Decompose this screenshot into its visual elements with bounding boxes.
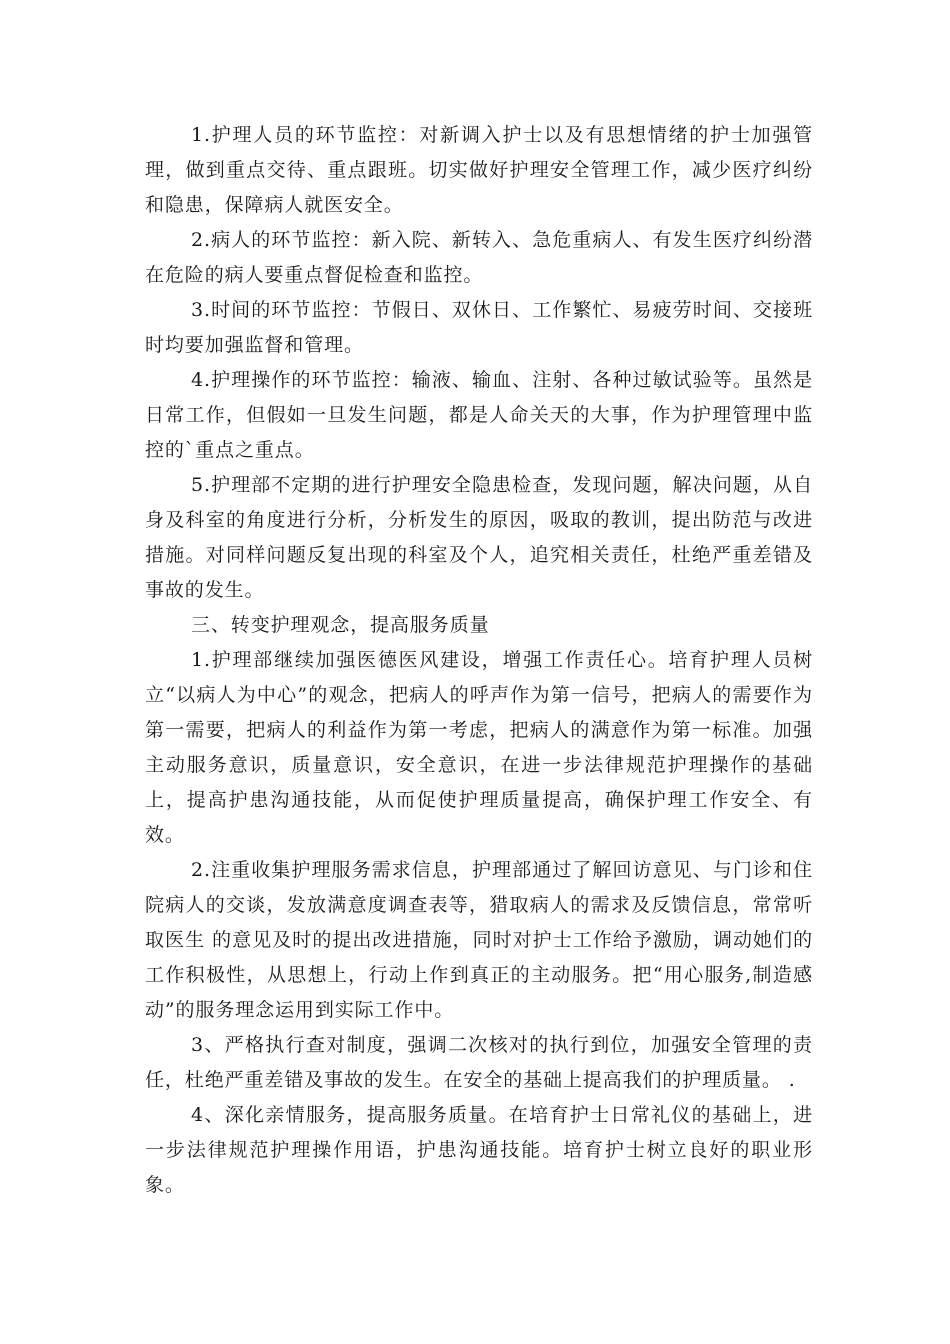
paragraph-verification-system: 3、严格执行查对制度，强调二次核对的执行到位，加强安全管理的责任，杜绝严重差错及事故的发生。在安全的基础上提高我们的护理质量。 .	[145, 1034, 813, 1091]
paragraph-nurse-staff-monitoring: 1.护理人员的环节监控：对新调入护士以及有思想情绪的护士加强管理，做到重点交待、重点跟班。切实做好护理安全管理工作，减少医疗纠纷和隐患，保障病人就医安全。	[145, 124, 813, 216]
paragraph-medical-ethics: 1.护理部继续加强医德医风建设，增强工作责任心。培育护理人员树立“以病人为中心”的观念，把病人的呼声作为第一信号，把病人的需要作为第一需要，把病人的利益作为第一考虑，把病人的满意作为第一标准。加强主动服务意识，质量意识，安全意识，在进一步法律规范护理操作的基础上，提高护患沟通技能，从而促使护理质量提高，确保护理工作安全、有效。	[145, 649, 813, 846]
paragraph-caring-service: 4、深化亲情服务，提高服务质量。在培育护士日常礼仪的基础上，进一步法律规范护理操作用语，护患沟通技能。培育护士树立良好的职业形象。	[145, 1104, 813, 1196]
paragraph-feedback-collection: 2.注重收集护理服务需求信息，护理部通过了解回访意见、与门诊和住院病人的交谈，发放满意度调查表等，猎取病人的需求及反馈信息，常常听取医生 的意见及时的提出改进措施，同时对护士工作给予激励，调动她们的工作积极性，从思想上，行动上作到真正的主动服务。把“用心服务,制造感动”的服务理念运用到实际工作中。	[145, 859, 813, 1021]
section-heading: 三、转变护理观念，提高服务质量	[191, 614, 490, 636]
paragraph-patient-monitoring: 2.病人的环节监控：新入院、新转入、急危重病人、有发生医疗纠纷潜在危险的病人要重点督促检查和监控。	[145, 229, 813, 286]
paragraph-operation-monitoring: 4.护理操作的环节监控：输液、输血、注射、各种过敏试验等。虽然是日常工作，但假如一旦发生问题，都是人命关天的大事，作为护理管理中监控的`重点之重点。	[145, 369, 813, 461]
document-body	[145, 118, 813, 1203]
paragraph-time-monitoring: 3.时间的环节监控：节假日、双休日、工作繁忙、易疲劳时间、交接班时均要加强监督和管理。	[145, 299, 813, 356]
paragraph-safety-inspection: 5.护理部不定期的进行护理安全隐患检查，发现问题，解决问题，从自身及科室的角度进行分析，分析发生的原因，吸取的教训，提出防范与改进措施。对同样问题反复出现的科室及个人，追究相关责任，杜绝严重差错及事故的发生。	[145, 474, 813, 601]
